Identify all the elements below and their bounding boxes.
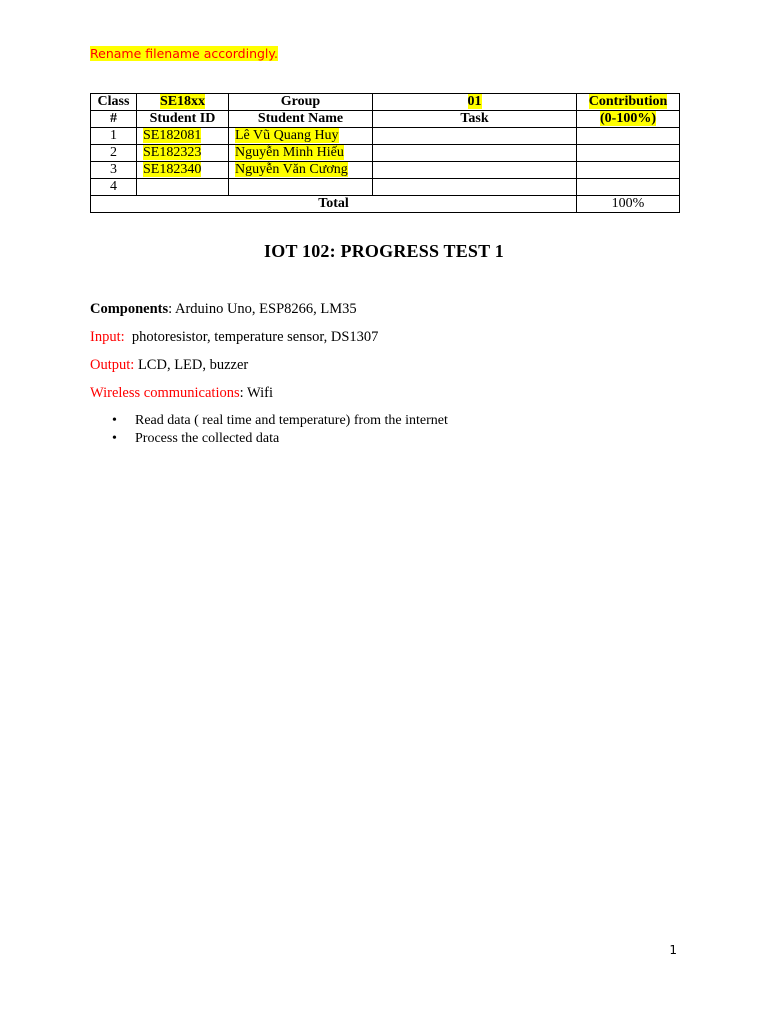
total-row: [91, 196, 680, 213]
student-id-cell: [137, 179, 229, 196]
student-id-cell: [137, 128, 229, 145]
bullet-text: Process the collected data: [135, 430, 280, 446]
student-name-cell: [229, 162, 373, 179]
student-id-cell: [137, 162, 229, 179]
col-id-header: Student ID: [137, 111, 229, 128]
student-name-cell: [229, 145, 373, 162]
table-row: [91, 145, 680, 162]
rename-note-text: Rename filename accordingly.: [90, 46, 278, 61]
input-label: Input:: [90, 329, 125, 345]
col-num-header: #: [91, 111, 137, 128]
components-line: [90, 301, 357, 318]
group-value: 01: [467, 94, 482, 109]
row-number: 3: [91, 162, 137, 179]
total-value: 100%: [577, 196, 680, 213]
output-label: Output:: [90, 357, 135, 373]
components-label: Components: [90, 301, 169, 317]
student-name: Lê Vũ Quang Huy: [235, 128, 339, 143]
task-cell: [373, 145, 577, 162]
student-id: SE182081: [143, 128, 202, 143]
col-name-header: Student Name: [229, 111, 373, 128]
student-name-cell: [229, 128, 373, 145]
rename-note: [90, 46, 278, 61]
student-name: Nguyễn Văn Cương: [235, 162, 348, 177]
table-row: [91, 128, 680, 145]
col-pct-header-cell: [577, 111, 680, 128]
task-bullet-list: [90, 412, 448, 447]
student-id: SE182323: [143, 145, 202, 160]
output-value: LCD, LED, buzzer: [134, 357, 249, 373]
page-number: 1: [669, 943, 677, 957]
class-value: SE18xx: [159, 94, 206, 109]
contribution-label: Contribution: [588, 94, 668, 109]
wireless-value: : Wifi: [239, 385, 274, 401]
contribution-cell: [577, 162, 680, 179]
group-label: Group: [229, 94, 373, 111]
contribution-cell: [577, 145, 680, 162]
student-id-cell: [137, 145, 229, 162]
col-task-header: Task: [373, 111, 577, 128]
bullet-icon: •: [112, 413, 117, 428]
output-line: [90, 357, 248, 374]
task-cell: [373, 179, 577, 196]
list-item: [90, 430, 448, 448]
task-cell: [373, 128, 577, 145]
row-number: 1: [91, 128, 137, 145]
class-label: Class: [91, 94, 137, 111]
contribution-cell: [577, 179, 680, 196]
input-value: photoresistor, temperature sensor, DS1307: [131, 329, 379, 345]
task-cell: [373, 162, 577, 179]
table-row: [91, 179, 680, 196]
student-info-table: [90, 93, 680, 213]
page-title: IOT 102: PROGRESS TEST 1: [264, 241, 504, 261]
total-label: Total: [91, 196, 577, 213]
wireless-line: [90, 385, 273, 402]
table-row: [91, 162, 680, 179]
col-pct-header: (0-100%): [600, 111, 656, 126]
row-number: 2: [91, 145, 137, 162]
table-header-row-2: [91, 111, 680, 128]
bullet-icon: •: [112, 430, 117, 446]
contribution-label-cell: [577, 94, 680, 111]
input-line: [90, 329, 378, 346]
student-name: Nguyễn Minh Hiếu: [235, 145, 344, 160]
list-item: [90, 412, 448, 430]
class-value-cell: [137, 94, 229, 111]
components-value: : Arduino Uno, ESP8266, LM35: [168, 301, 357, 317]
bullet-text: Read data ( real time and temperature) from the internet: [135, 413, 448, 428]
wireless-label: Wireless communications: [90, 385, 240, 401]
table-header-row-1: [91, 94, 680, 111]
student-id: SE182340: [143, 162, 202, 177]
group-value-cell: [373, 94, 577, 111]
student-name-cell: [229, 179, 373, 196]
row-number: 4: [91, 179, 137, 196]
contribution-cell: [577, 128, 680, 145]
